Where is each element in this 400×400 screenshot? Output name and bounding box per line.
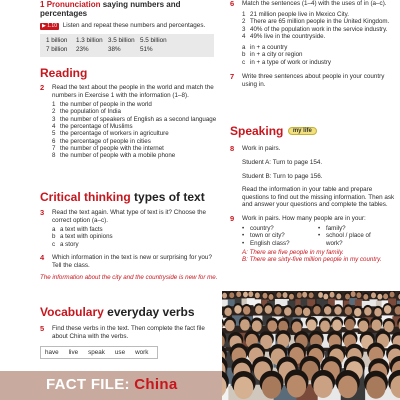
section-heading-reading: Reading xyxy=(40,66,88,80)
list-item: b in + a city or region xyxy=(242,51,303,59)
exercise-6 xyxy=(230,0,396,88)
verb-item: live xyxy=(68,349,79,357)
list-item: 7 the number of people with the internet xyxy=(52,144,164,152)
play-icon: ▶ xyxy=(42,23,46,29)
crowd-photo-image xyxy=(222,291,400,400)
pair-work-instruction: Read the information in your table and prepare questions to find out the missing information. Then ask and answer your questions and complete the tables. xyxy=(242,186,395,209)
exercise-number: 2 xyxy=(40,83,45,92)
list-item: 4 49% live in the countryside. xyxy=(242,32,326,40)
list-item: c in + a type of work or industry xyxy=(242,58,331,66)
exercise-instruction: Write three sentences about people in your country using in. xyxy=(242,73,385,88)
example-answer-b: B: There are sixty-five million people in my country. xyxy=(242,256,382,264)
fact-file-country: China xyxy=(134,376,178,393)
number-item: 7 billion xyxy=(46,45,68,53)
uses-list xyxy=(242,44,396,66)
section-subheading: types of text xyxy=(134,190,205,204)
exercise-instruction: Find these verbs in the text. Then complete the fact file about China with the verbs. xyxy=(52,325,205,340)
example-answer-a: A: There are five people in my family. xyxy=(242,248,344,256)
sentence-list xyxy=(242,11,396,40)
number-item: 1.3 billion xyxy=(76,37,103,45)
exercise-title-sub: saying numbers and percentages xyxy=(40,0,181,18)
list-item: b a text with opinions xyxy=(52,233,113,241)
exercise-instruction: Listen and repeat these numbers and percentages. xyxy=(62,22,206,29)
exercise-number: 3 xyxy=(40,208,45,217)
verb-box xyxy=(40,346,158,359)
exercise-instruction: Which information in the text is new or surprising for you? Tell the class. xyxy=(52,254,212,269)
number-item: 1 billion xyxy=(46,37,68,45)
crowd-photo xyxy=(222,291,400,400)
list-item: 6 the percentage of people in cities xyxy=(52,137,151,145)
number-item: 3.5 billion xyxy=(108,37,135,45)
section-subheading: everyday verbs xyxy=(107,305,195,319)
list-item: 3 40% of the population work in the service industry. xyxy=(242,25,388,33)
exercise-1 xyxy=(40,0,220,57)
verb-item: have xyxy=(45,349,59,357)
list-item: • family? xyxy=(318,224,346,232)
exercise-number: 9 xyxy=(230,213,235,223)
exercise-instruction: Work in pairs. xyxy=(242,145,281,152)
exercise-title-topic: Pronunciation xyxy=(46,0,101,9)
audio-track-number: 1.10 xyxy=(47,23,57,29)
vocabulary-section xyxy=(40,305,220,359)
speaking-section xyxy=(230,122,396,264)
list-item: 1 21 million people live in Mexico City. xyxy=(242,11,349,18)
option-list xyxy=(52,226,220,248)
section-heading-speaking: Speaking xyxy=(230,124,284,138)
exercise-instruction: Match the sentences (1–4) with the uses of in (a–c). xyxy=(242,0,387,7)
number-item: 51% xyxy=(140,45,153,53)
list-item: 2 the population of India xyxy=(52,108,121,116)
verb-item: speak xyxy=(88,349,105,357)
exercise-instruction: Work in pairs. How many people are in your: xyxy=(242,214,366,222)
list-item: 5 the percentage of workers in agriculture xyxy=(52,130,169,138)
student-a-instruction: Student A: Turn to page 154. xyxy=(242,159,323,166)
list-item: • town or city? xyxy=(242,232,285,240)
list-item: 1 the number of people in the world xyxy=(52,101,152,109)
my-life-tag: my life xyxy=(288,127,317,135)
list-item: a in + a country xyxy=(242,44,288,52)
reading-section xyxy=(40,66,220,160)
student-b-instruction: Student B: Turn to page 156. xyxy=(242,172,323,180)
exercise-number: 4 xyxy=(40,253,45,263)
bullet-lists xyxy=(242,225,396,247)
verb-item: work xyxy=(135,349,149,357)
exercise-number: 8 xyxy=(230,144,235,153)
exercise-instruction: Read the text about the people in the world and match the numbers in Exercise 1 with the information (1–8). xyxy=(52,84,214,99)
number-item: 5.5 billion xyxy=(140,37,167,45)
exercise-number: 6 xyxy=(230,0,235,8)
list-item: • country? xyxy=(242,224,274,232)
list-item: 4 the percentage of Muslims xyxy=(52,123,133,131)
list-item: c a story xyxy=(52,240,79,248)
list-item: • English class? xyxy=(242,239,290,247)
example-answer: The information about the city and the countryside is new for me. xyxy=(40,274,218,282)
exercise-number: 1 xyxy=(40,0,45,9)
fact-file-banner xyxy=(0,371,222,400)
bullet-list xyxy=(242,225,304,247)
exercise-number: 7 xyxy=(230,72,235,82)
list-item: 3 the number of speakers of English as a second language xyxy=(52,115,217,123)
exercise-number: 5 xyxy=(40,324,45,333)
numbers-box xyxy=(40,34,214,57)
critical-thinking-section xyxy=(40,190,220,282)
match-list xyxy=(52,101,220,159)
list-item: a a text with facts xyxy=(52,226,103,234)
number-item: 23% xyxy=(76,45,89,53)
section-heading-vocabulary: Vocabulary xyxy=(40,305,104,319)
section-heading-critical-thinking: Critical thinking xyxy=(40,190,131,204)
fact-file-label: FACT FILE: xyxy=(46,376,130,393)
list-item: 8 the number of people with a mobile phone xyxy=(52,152,176,160)
list-item: 2 There are 65 million people in the United Kingdom. xyxy=(242,18,390,26)
bullet-list xyxy=(318,225,388,247)
audio-track-badge[interactable] xyxy=(40,23,59,30)
exercise-instruction: Read the text again. What type of text is it? Choose the correct option (a–c). xyxy=(52,209,207,224)
verb-item: use xyxy=(114,349,126,357)
number-item: 38% xyxy=(108,45,121,53)
list-item: • school / place of work? xyxy=(318,232,371,247)
